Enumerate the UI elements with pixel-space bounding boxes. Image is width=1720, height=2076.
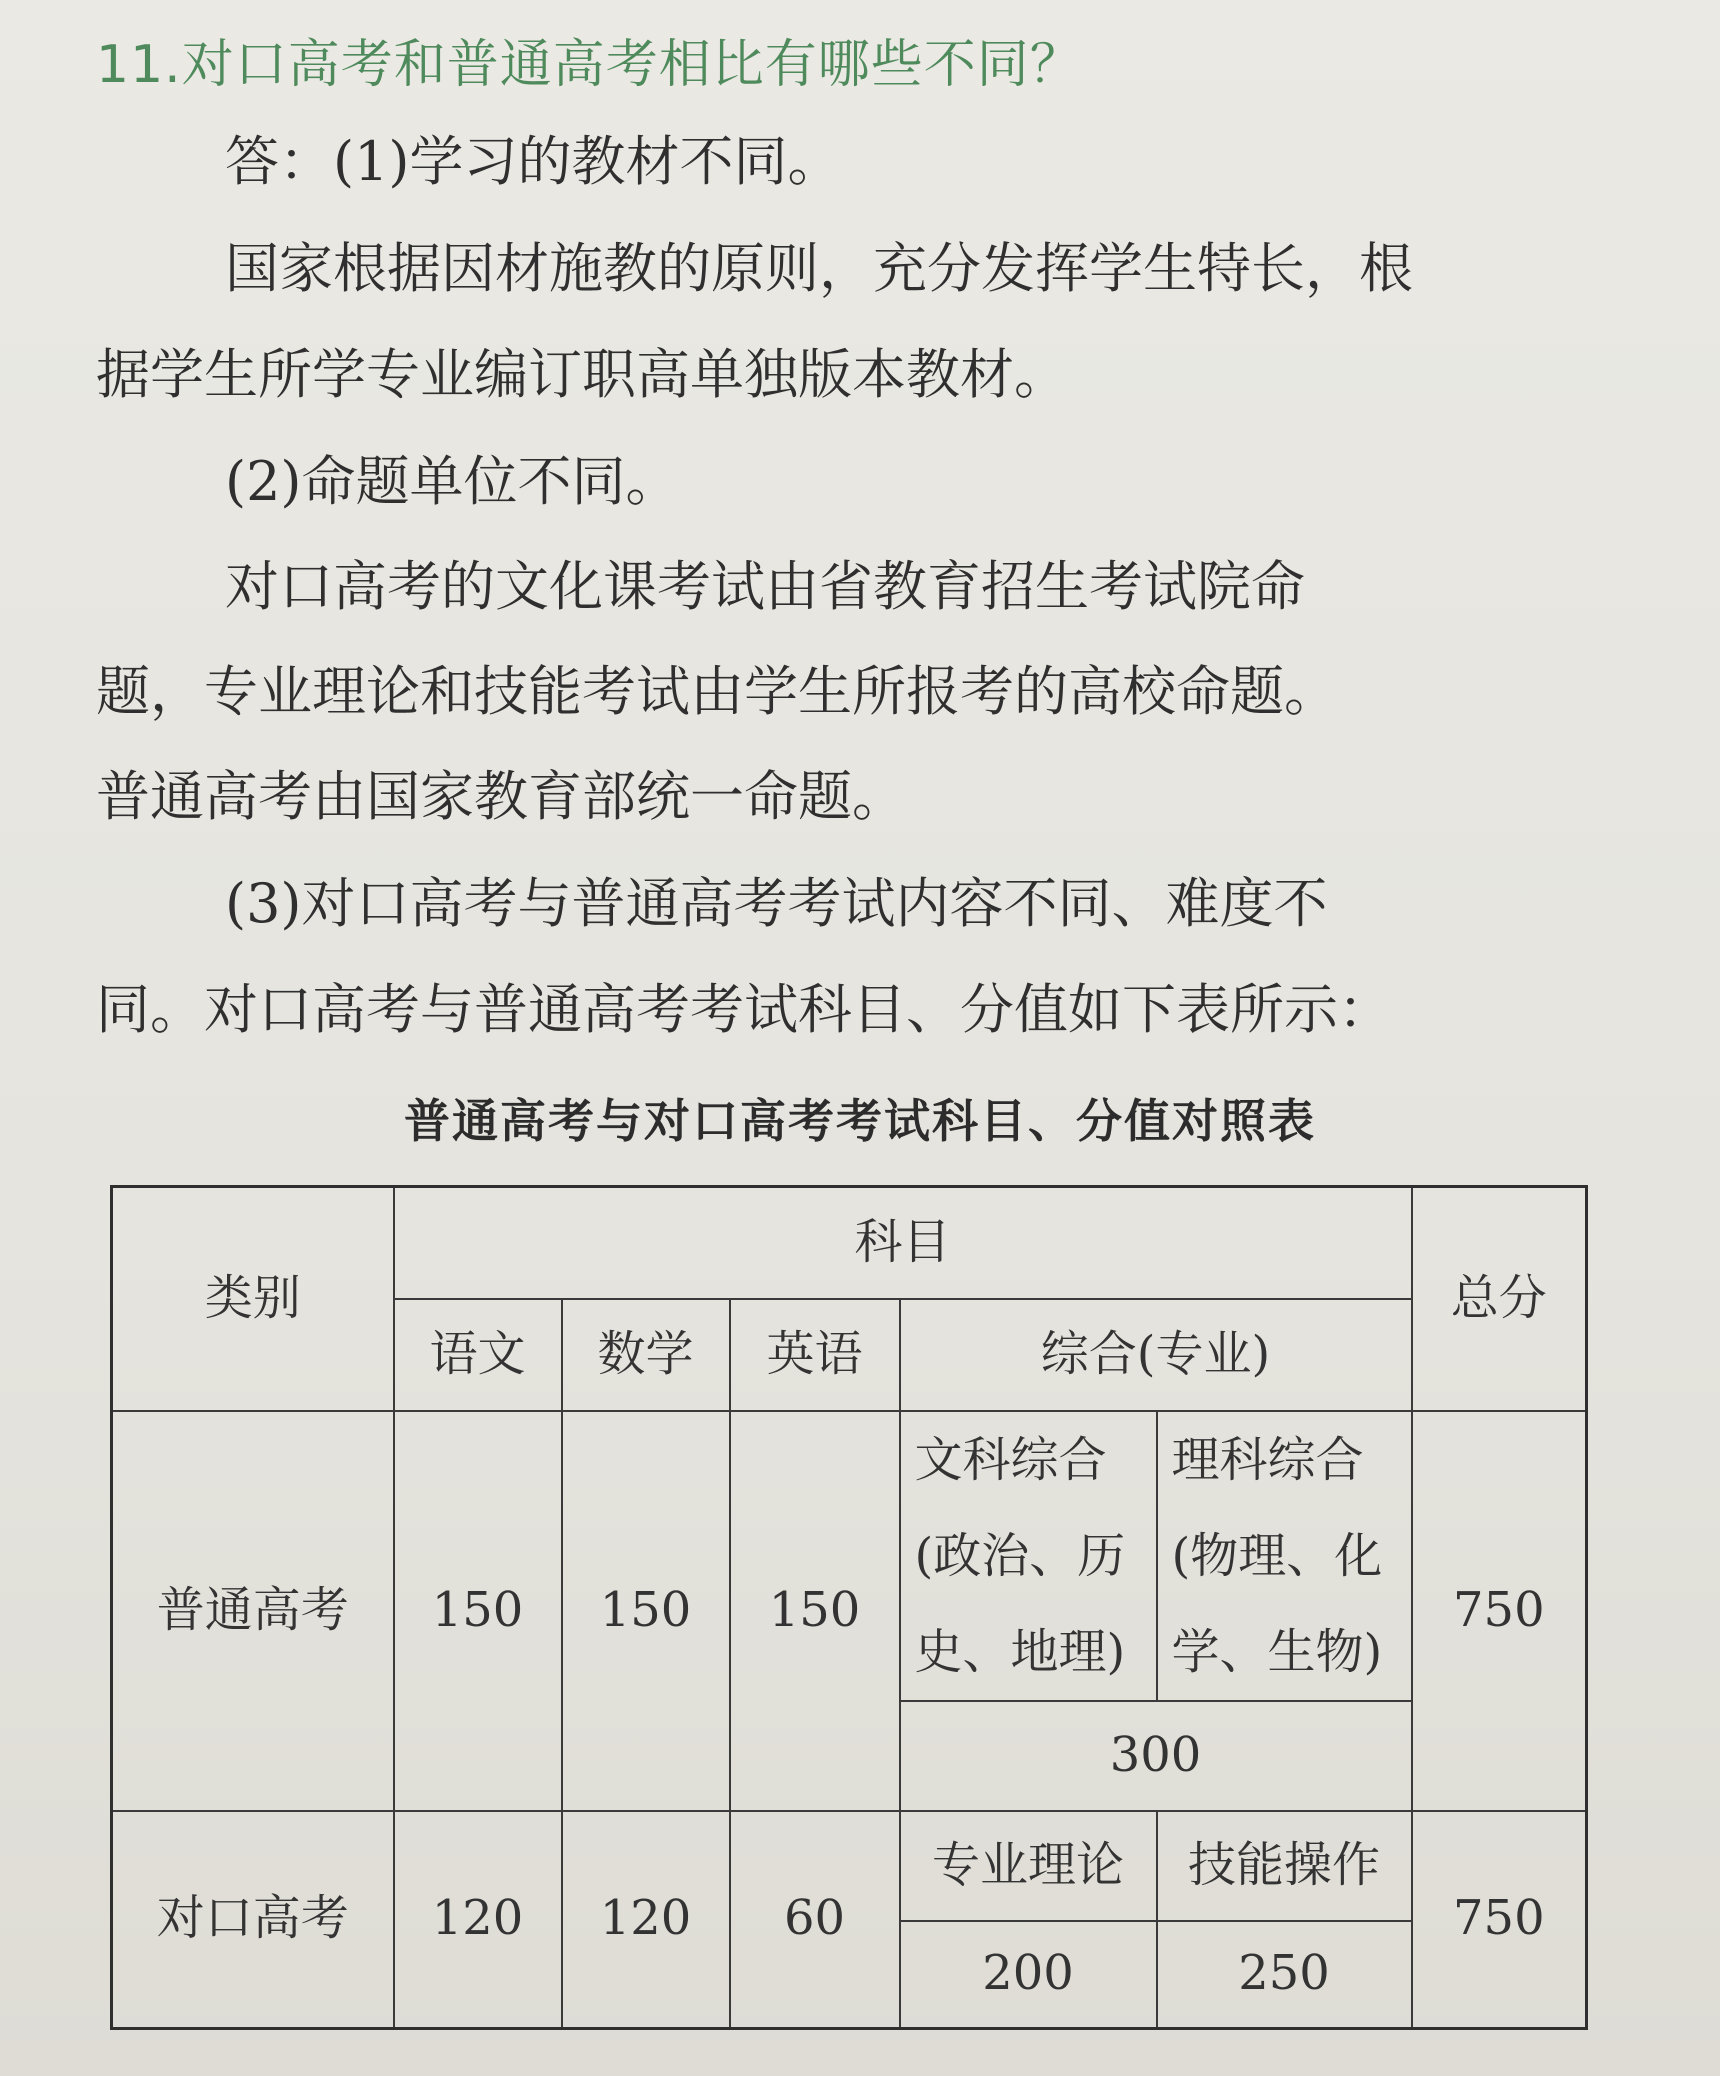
chinese-header: 语文 — [394, 1299, 562, 1411]
general-chinese-score: 150 — [394, 1411, 562, 1811]
comparison-table — [110, 1185, 1588, 2030]
general-exam-row — [112, 1411, 1587, 1701]
vocational-math-score: 120 — [562, 1811, 730, 2029]
answer-line-3: 据学生所学专业编订职高单独版本教材。 — [96, 343, 1068, 406]
comprehensive-header: 综合(专业) — [900, 1299, 1412, 1411]
question-title: 11.对口高考和普通高考相比有哪些不同？ — [96, 35, 1083, 95]
table-title: 普通高考与对口高考考试科目、分值对照表 — [404, 1094, 1316, 1148]
general-english-score: 150 — [730, 1411, 900, 1811]
answer-line-1: 答：(1)学习的教材不同。 — [225, 130, 842, 193]
answer-line-7: 普通高考由国家教育部统一命题。 — [96, 765, 906, 828]
table-header-row-1 — [112, 1187, 1587, 1299]
vocational-english-score: 60 — [730, 1811, 900, 2029]
answer-line-9: 同。对口高考与普通高考考试科目、分值如下表所示： — [96, 978, 1392, 1041]
professional-theory-header: 专业理论 — [900, 1811, 1157, 1921]
skills-operation-header: 技能操作 — [1157, 1811, 1412, 1921]
general-exam-label: 普通高考 — [112, 1411, 394, 1811]
answer-line-2: 国家根据因材施教的原则，充分发挥学生特长，根 — [225, 237, 1413, 300]
answer-line-6: 题，专业理论和技能考试由学生所报考的高校命题。 — [96, 660, 1338, 723]
professional-theory-score: 200 — [900, 1921, 1157, 2029]
general-comprehensive-score: 300 — [900, 1701, 1412, 1811]
subjects-header: 科目 — [394, 1187, 1412, 1299]
general-total-score: 750 — [1412, 1411, 1587, 1811]
category-header: 类别 — [112, 1187, 394, 1411]
english-header: 英语 — [730, 1299, 900, 1411]
general-math-score: 150 — [562, 1411, 730, 1811]
answer-line-8: (3)对口高考与普通高考考试内容不同、难度不 — [225, 872, 1328, 935]
vocational-total-score: 750 — [1412, 1811, 1587, 2029]
liberal-arts-comprehensive: 文科综合(政治、历史、地理) — [900, 1411, 1157, 1701]
vocational-exam-label: 对口高考 — [112, 1811, 394, 2029]
total-header: 总分 — [1412, 1187, 1587, 1411]
answer-line-5: 对口高考的文化课考试由省教育招生考试院命 — [225, 555, 1305, 618]
vocational-chinese-score: 120 — [394, 1811, 562, 2029]
skills-operation-score: 250 — [1157, 1921, 1412, 2029]
science-comprehensive: 理科综合(物理、化学、生物) — [1157, 1411, 1412, 1701]
answer-line-4: (2)命题单位不同。 — [225, 450, 680, 513]
vocational-exam-row — [112, 1811, 1587, 1921]
math-header: 数学 — [562, 1299, 730, 1411]
